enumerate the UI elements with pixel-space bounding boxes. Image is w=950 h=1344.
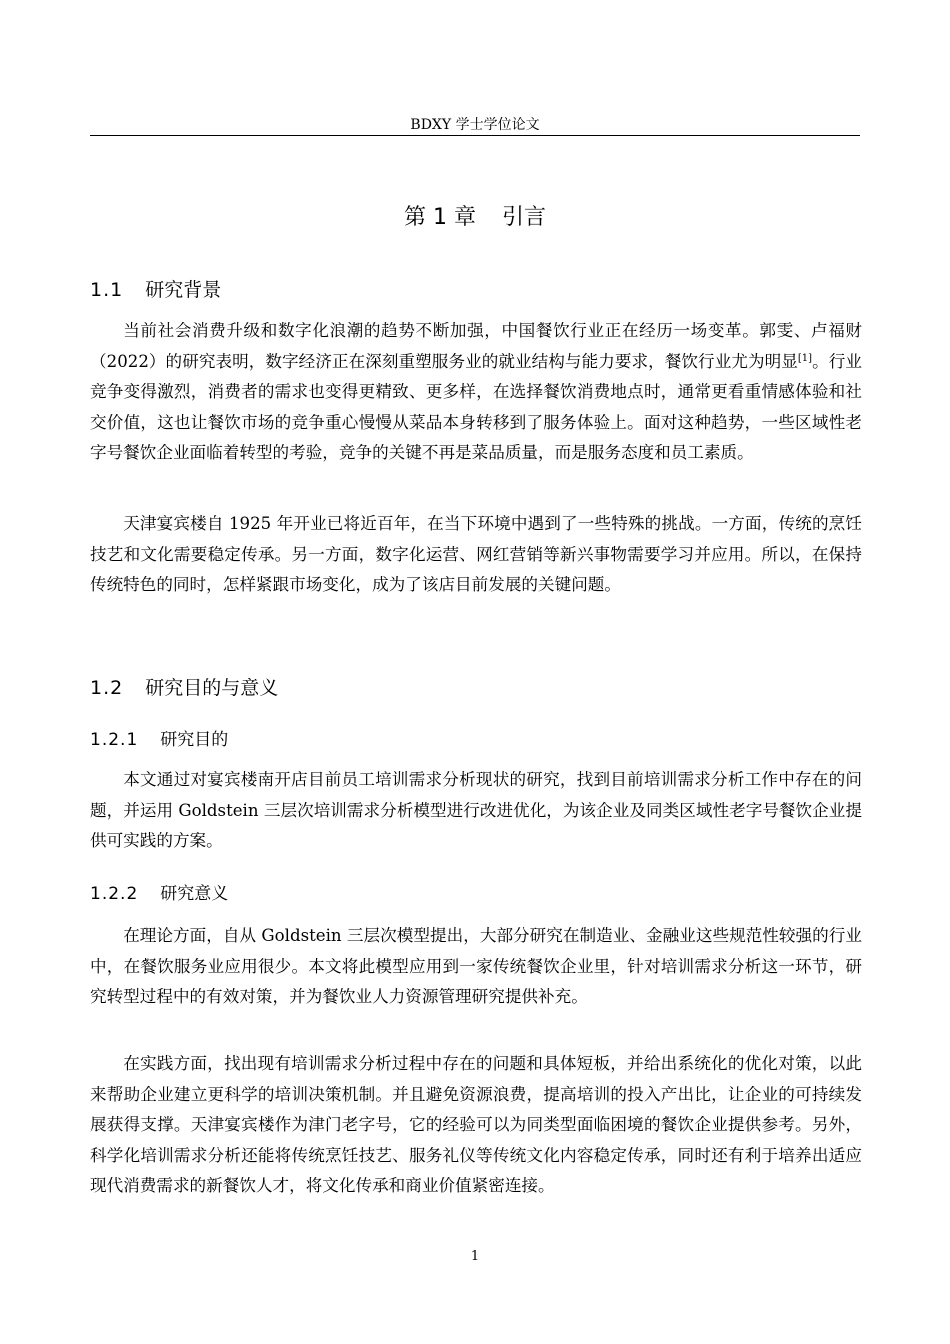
section-title: 研究背景 (145, 279, 222, 301)
section-heading-1-2 (90, 674, 860, 702)
paragraph-significance-practice: 在实践方面，找出现有培训需求分析过程中存在的问题和具体短板，并给出系统化的优化对策，以此来帮助企业建立更科学的培训决策机制。并且避免资源浪费，提高培训的投入产出比，让企业的可持续发展获得支撑。天津宴宾楼作为津门老字号，它的经验可以为同类型面临困境的餐饮企业提供参考。另外，科学化培训需求分析还能将传统烹饪技艺、服务礼仪等传统文化内容稳定传承，同时还有利于培养出适应现代消费需求的新餐饮人才，将文化传承和商业价值紧密连接。 (90, 1054, 862, 1195)
section-title: 研究目的与意义 (145, 677, 279, 699)
paragraph-significance-theory: 在理论方面，自从 Goldstein 三层次模型提出，大部分研究在制造业、金融业这些规范性较强的行业中，在餐饮服务业应用很少。本文将此模型应用到一家传统餐饮企业里，针对培训需求分析这一环节，研究转型过程中的有效对策，并为餐饮业人力资源管理研究提供补充。 (90, 926, 862, 1006)
paragraph-background-1 (90, 316, 862, 469)
paragraph-background-2: 天津宴宾楼自 1925 年开业已将近百年，在当下环境中遇到了一些特殊的挑战。一方面，传统的烹饪技艺和文化需要稳定传承。另一方面，数字化运营、网红营销等新兴事物需要学习并应用。所以，在保持传统特色的同时，怎样紧跟市场变化，成为了该店目前发展的关键问题。 (90, 514, 862, 594)
subsection-number: 1.2.2 (90, 884, 139, 904)
section-heading-1-1 (90, 276, 860, 304)
subsection-title: 研究意义 (160, 884, 229, 904)
subsection-heading-1-2-1 (90, 727, 860, 753)
citation-ref: [1] (797, 352, 813, 364)
running-header: BDXY 学士学位论文 (410, 117, 540, 133)
subsection-title: 研究目的 (160, 730, 229, 750)
header-rule (90, 135, 860, 136)
section-number: 1.2 (90, 677, 124, 699)
subsection-heading-1-2-2 (90, 881, 860, 907)
subsection-number: 1.2.1 (90, 730, 139, 750)
section-number: 1.1 (90, 279, 124, 301)
page-number: 1 (470, 1249, 480, 1264)
chapter-title (90, 202, 860, 234)
paragraph-text: 。行业竞争变得激烈，消费者的需求也变得更精致、更多样，在选择餐饮消费地点时，通常更看重情感体验和社交价值，这也让餐饮市场的竞争重心慢慢从菜品本身转移到了服务体验上。面对这种趋势，一些区域性老字号餐饮企业面临着转型的考验，竞争的关键不再是菜品质量，而是服务态度和员工素质。 (90, 351, 862, 462)
chapter-name: 引言 (501, 205, 546, 230)
paragraph-text: 当前社会消费升级和数字化浪潮的趋势不断加强，中国餐饮行业正在经历一场变革。郭雯、卢福财（2022）的研究表明，数字经济正在深刻重塑服务业的就业结构与能力要求，餐饮行业尤为明显 (90, 321, 862, 371)
chapter-number: 第 1 章 (404, 205, 476, 230)
paragraph-purpose: 本文通过对宴宾楼南开店目前员工培训需求分析现状的研究，找到目前培训需求分析工作中存在的问题，并运用 Goldstein 三层次培训需求分析模型进行改进优化，为该企业及同类区域性老字号餐饮企业提供可实践的方案。 (90, 770, 862, 850)
